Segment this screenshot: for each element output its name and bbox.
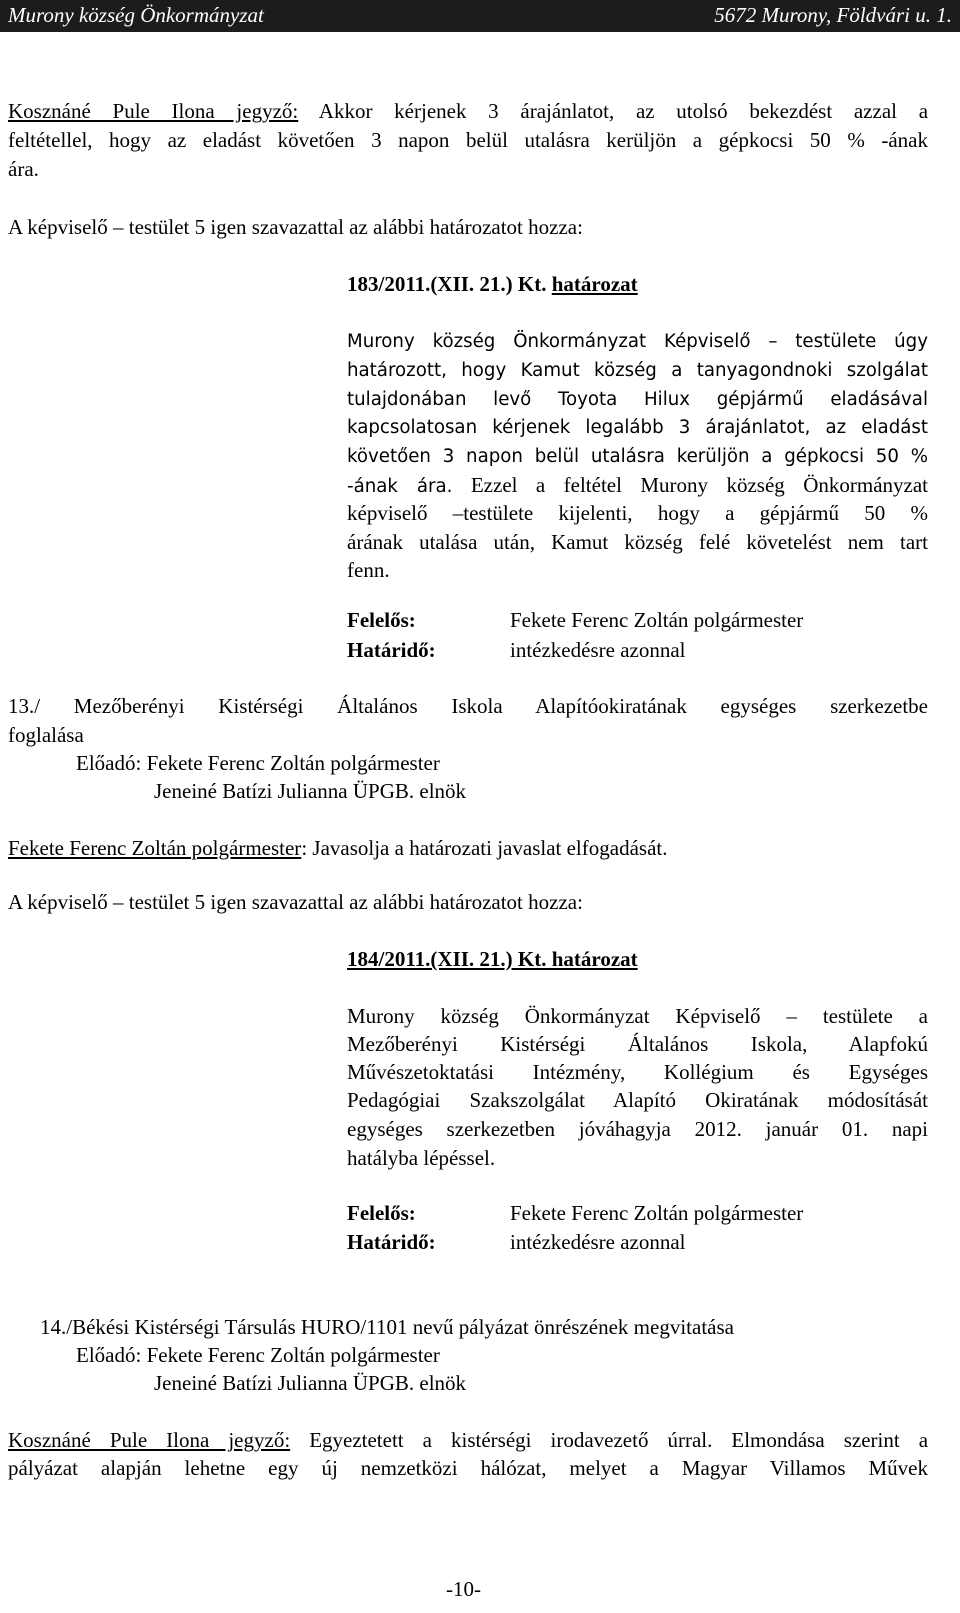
- vote-statement-1: A képviselő – testület 5 igen szavazattal az alábbi határozatot hozza:: [8, 215, 583, 239]
- resolution-183-line: fenn.: [347, 558, 390, 582]
- agenda-item-14-presenter: Előadó: Fekete Ferenc Zoltán polgármester: [76, 1343, 440, 1367]
- resolution-184-line: Mezőberényi Kistérségi Általános Iskola, Alapfokú: [347, 1032, 928, 1056]
- resolution-183-line: képviselő –testülete kijelenti, hogy a gépjármű 50 %: [347, 501, 928, 525]
- agenda-item-14-presenter-2: Jeneiné Batízi Julianna ÜPGB. elnök: [154, 1371, 467, 1395]
- vote-statement-2: A képviselő – testület 5 igen szavazattal az alábbi határozatot hozza:: [8, 890, 583, 914]
- resolution-184-line: Művészetoktatási Intézmény, Kollégium és Egységes: [347, 1060, 928, 1084]
- responsible-label: Felelős:: [347, 608, 416, 632]
- paragraph-notary-line3: ára.: [8, 157, 39, 181]
- speaker-notary: Kosznáné Pule Ilona jegyző:: [8, 1428, 291, 1452]
- paragraph-notary-2-line1: Kosznáné Pule Ilona jegyző: Egyeztetett a kistérségi irodavezető úrral. Elmondása szerint a: [8, 1428, 929, 1452]
- resolution-183-line: -ának ára. Ezzel a feltétel Murony község Önkormányzat: [347, 473, 928, 497]
- deadline-value: intézkedésre azonnal: [510, 638, 686, 662]
- deadline-value: intézkedésre azonnal: [510, 1230, 686, 1254]
- resolution-184-line: Pedagógiai Szakszolgálat Alapító Okiratának módosítását: [347, 1088, 928, 1112]
- agenda-item-13-title-cont: foglalása: [8, 723, 84, 747]
- resolution-184-line: Murony község Önkormányzat Képviselő – testülete a: [347, 1004, 928, 1028]
- responsible-label: Felelős:: [347, 1201, 416, 1225]
- paragraph-notary-line2: feltétellel, hogy az eladást követően 3 napon belül utalásra kerüljön a gépkocsi 50 % -ának: [8, 128, 928, 152]
- resolution-183-line: követően 3 napon belül utalásra kerüljön a gépkocsi 50 %: [347, 446, 928, 467]
- agenda-item-13-presenter: Előadó: Fekete Ferenc Zoltán polgármester: [76, 751, 440, 775]
- paragraph-notary-2-line2: pályázat alapján lehetne egy új nemzetközi hálózat, melyet a Magyar Villamos Művek: [8, 1456, 928, 1480]
- agenda-item-14-title: 14./Békési Kistérségi Társulás HURO/1101 nevű pályázat önrészének megvitatása: [40, 1315, 734, 1339]
- deadline-label: Határidő:: [347, 638, 436, 662]
- header-address: 5672 Murony, Földvári u. 1.: [714, 3, 952, 27]
- page-number: -10-: [446, 1577, 481, 1601]
- header-municipality: Murony község Önkormányzat: [8, 3, 264, 27]
- resolution-183-line: határozott, hogy Kamut község a tanyagondnoki szolgálat: [347, 360, 928, 381]
- resolution-183-line: árának utalása után, Kamut község felé követelést nem tart: [347, 530, 928, 554]
- resolution-183-line: Murony község Önkormányzat Képviselő – testülete úgy: [347, 331, 928, 352]
- responsible-value: Fekete Ferenc Zoltán polgármester: [510, 1201, 804, 1225]
- resolution-183-line: kapcsolatosan kérjenek legalább 3 árajánlatot, az eladást: [347, 417, 928, 438]
- speaker-notary: Kosznáné Pule Ilona jegyző:: [8, 99, 299, 123]
- resolution-184-line: hatályba lépéssel.: [347, 1146, 496, 1170]
- resolution-183-line: tulajdonában levő Toyota Hilux gépjármű eladásával: [347, 389, 928, 410]
- page-header: [0, 0, 960, 32]
- resolution-183-title: 183/2011.(XII. 21.) Kt. határozat: [347, 272, 638, 296]
- paragraph-mayor: Fekete Ferenc Zoltán polgármester: Javasolja a határozati javaslat elfogadását.: [8, 836, 668, 860]
- responsible-value: Fekete Ferenc Zoltán polgármester: [510, 608, 804, 632]
- resolution-184-line: egységes szerkezetben jóváhagyja 2012. január 01. napi: [347, 1117, 928, 1141]
- agenda-item-13-title: 13./ Mezőberényi Kistérségi Általános Iskola Alapítóokiratának egységes szerkezetbe: [8, 694, 928, 718]
- resolution-184-title: 184/2011.(XII. 21.) Kt. határozat: [347, 947, 638, 971]
- speaker-mayor: Fekete Ferenc Zoltán polgármester: [8, 836, 302, 860]
- agenda-item-13-presenter-2: Jeneiné Batízi Julianna ÜPGB. elnök: [154, 779, 467, 803]
- deadline-label: Határidő:: [347, 1230, 436, 1254]
- paragraph-notary-line1: Kosznáné Pule Ilona jegyző: Akkor kérjenek 3 árajánlatot, az utolsó bekezdést azzal a: [8, 99, 929, 123]
